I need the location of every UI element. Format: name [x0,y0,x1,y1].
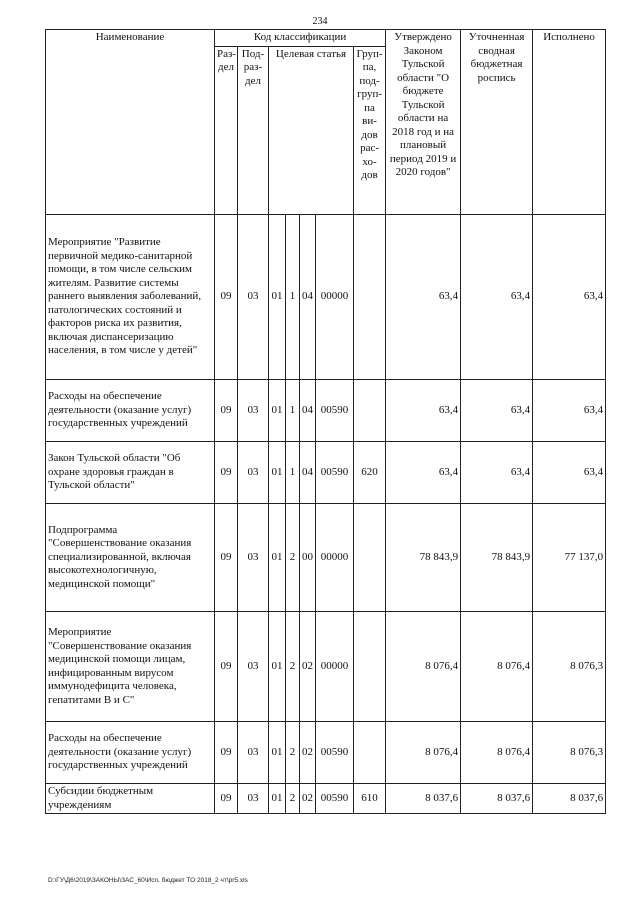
row-expense-group [354,504,386,612]
row-subsection: 03 [238,215,269,380]
row-approved: 8 076,4 [386,612,461,722]
table-row [46,380,606,442]
row-section: 09 [215,612,238,722]
row-target-direction: 00000 [316,504,354,612]
budget-table [45,29,606,814]
header-refined: Уточненная сводная бюджетная роспись [461,30,533,215]
row-refined: 63,4 [461,215,533,380]
row-expense-group [354,215,386,380]
row-executed: 8 076,3 [533,612,606,722]
row-target-direction: 00000 [316,612,354,722]
row-target-program: 01 [269,784,286,814]
row-refined: 63,4 [461,442,533,504]
row-approved: 8 076,4 [386,722,461,784]
row-approved: 78 843,9 [386,504,461,612]
row-executed: 63,4 [533,380,606,442]
row-name: Мероприятие "Развитие первичной медико-санитарной помощи, в том числе сельским жителям. Развитие системы раннего выявления заболеваний, патологических состояний и факторов риска их развития, включая диспансеризацию населения, в том числе у детей" [46,215,215,380]
row-subsection: 03 [238,722,269,784]
row-section: 09 [215,504,238,612]
header-executed: Исполнено [533,30,606,215]
row-target-event: 04 [300,380,316,442]
row-subsection: 03 [238,442,269,504]
row-target-program: 01 [269,442,286,504]
row-target-program: 01 [269,612,286,722]
table-row [46,215,606,380]
row-target-program: 01 [269,504,286,612]
row-target-subprogram: 2 [286,504,300,612]
row-executed: 8 037,6 [533,784,606,814]
row-target-event: 02 [300,784,316,814]
row-section: 09 [215,442,238,504]
row-section: 09 [215,215,238,380]
row-target-event: 02 [300,612,316,722]
header-expense-group: Груп-па, под-груп-па ви-дов рас-хо-дов [354,46,386,215]
row-expense-group [354,722,386,784]
row-target-subprogram: 1 [286,215,300,380]
row-refined: 63,4 [461,380,533,442]
row-name: Мероприятие "Совершенствование оказания медицинской помощи лицам, инфицированным вирусом иммунодефицита человека, гепатитами В и С" [46,612,215,722]
row-subsection: 03 [238,380,269,442]
header-name: Наименование [46,30,215,215]
row-expense-group: 610 [354,784,386,814]
row-target-program: 01 [269,380,286,442]
row-executed: 63,4 [533,442,606,504]
row-target-event: 04 [300,442,316,504]
header-subsection: Под-раз-дел [238,46,269,215]
table-row [46,442,606,504]
row-expense-group [354,380,386,442]
row-name: Закон Тульской области "Об охране здоровья граждан в Тульской области" [46,442,215,504]
row-approved: 8 037,6 [386,784,461,814]
row-target-program: 01 [269,722,286,784]
row-target-direction: 00000 [316,215,354,380]
row-refined: 8 076,4 [461,722,533,784]
row-name: Субсидии бюджетным учреждениям [46,784,215,814]
row-name: Расходы на обеспечение деятельности (оказание услуг) государственных учреждений [46,722,215,784]
row-subsection: 03 [238,784,269,814]
row-target-subprogram: 2 [286,784,300,814]
row-executed: 63,4 [533,215,606,380]
row-target-subprogram: 1 [286,442,300,504]
row-target-direction: 00590 [316,380,354,442]
row-target-direction: 00590 [316,784,354,814]
row-approved: 63,4 [386,442,461,504]
row-expense-group: 620 [354,442,386,504]
header-code-group: Код классификации [215,30,386,47]
row-target-event: 00 [300,504,316,612]
row-refined: 8 037,6 [461,784,533,814]
row-target-direction: 00590 [316,722,354,784]
row-refined: 8 076,4 [461,612,533,722]
row-target-event: 02 [300,722,316,784]
row-refined: 78 843,9 [461,504,533,612]
row-section: 09 [215,784,238,814]
row-target-subprogram: 2 [286,722,300,784]
page-number: 234 [312,16,328,27]
header-approved: Утверждено Законом Тульской области "О бюджете Тульской области на 2018 год и на плановый период 2019 и 2020 годов" [386,30,461,215]
table-row [46,612,606,722]
row-name: Расходы на обеспечение деятельности (оказание услуг) государственных учреждений [46,380,215,442]
table-row [46,504,606,612]
row-target-subprogram: 1 [286,380,300,442]
row-target-event: 04 [300,215,316,380]
row-target-direction: 00590 [316,442,354,504]
row-subsection: 03 [238,612,269,722]
row-target-subprogram: 2 [286,612,300,722]
row-approved: 63,4 [386,215,461,380]
file-path-footer: D:\ГУ\Д6\2019\ЗАКОНЫ\ЗАС_60\Исп. бюджет ТО 2018_2 чт\pr5.xls [48,877,248,884]
row-target-program: 01 [269,215,286,380]
table-row [46,784,606,814]
header-section: Раз-дел [215,46,238,215]
table-row [46,722,606,784]
row-approved: 63,4 [386,380,461,442]
row-section: 09 [215,380,238,442]
row-expense-group [354,612,386,722]
row-executed: 77 137,0 [533,504,606,612]
row-executed: 8 076,3 [533,722,606,784]
row-name: Подпрограмма "Совершенствование оказания специализированной, включая высокотехнологичную, медицинской помощи" [46,504,215,612]
header-target-article: Целевая статья [269,46,354,215]
row-section: 09 [215,722,238,784]
row-subsection: 03 [238,504,269,612]
